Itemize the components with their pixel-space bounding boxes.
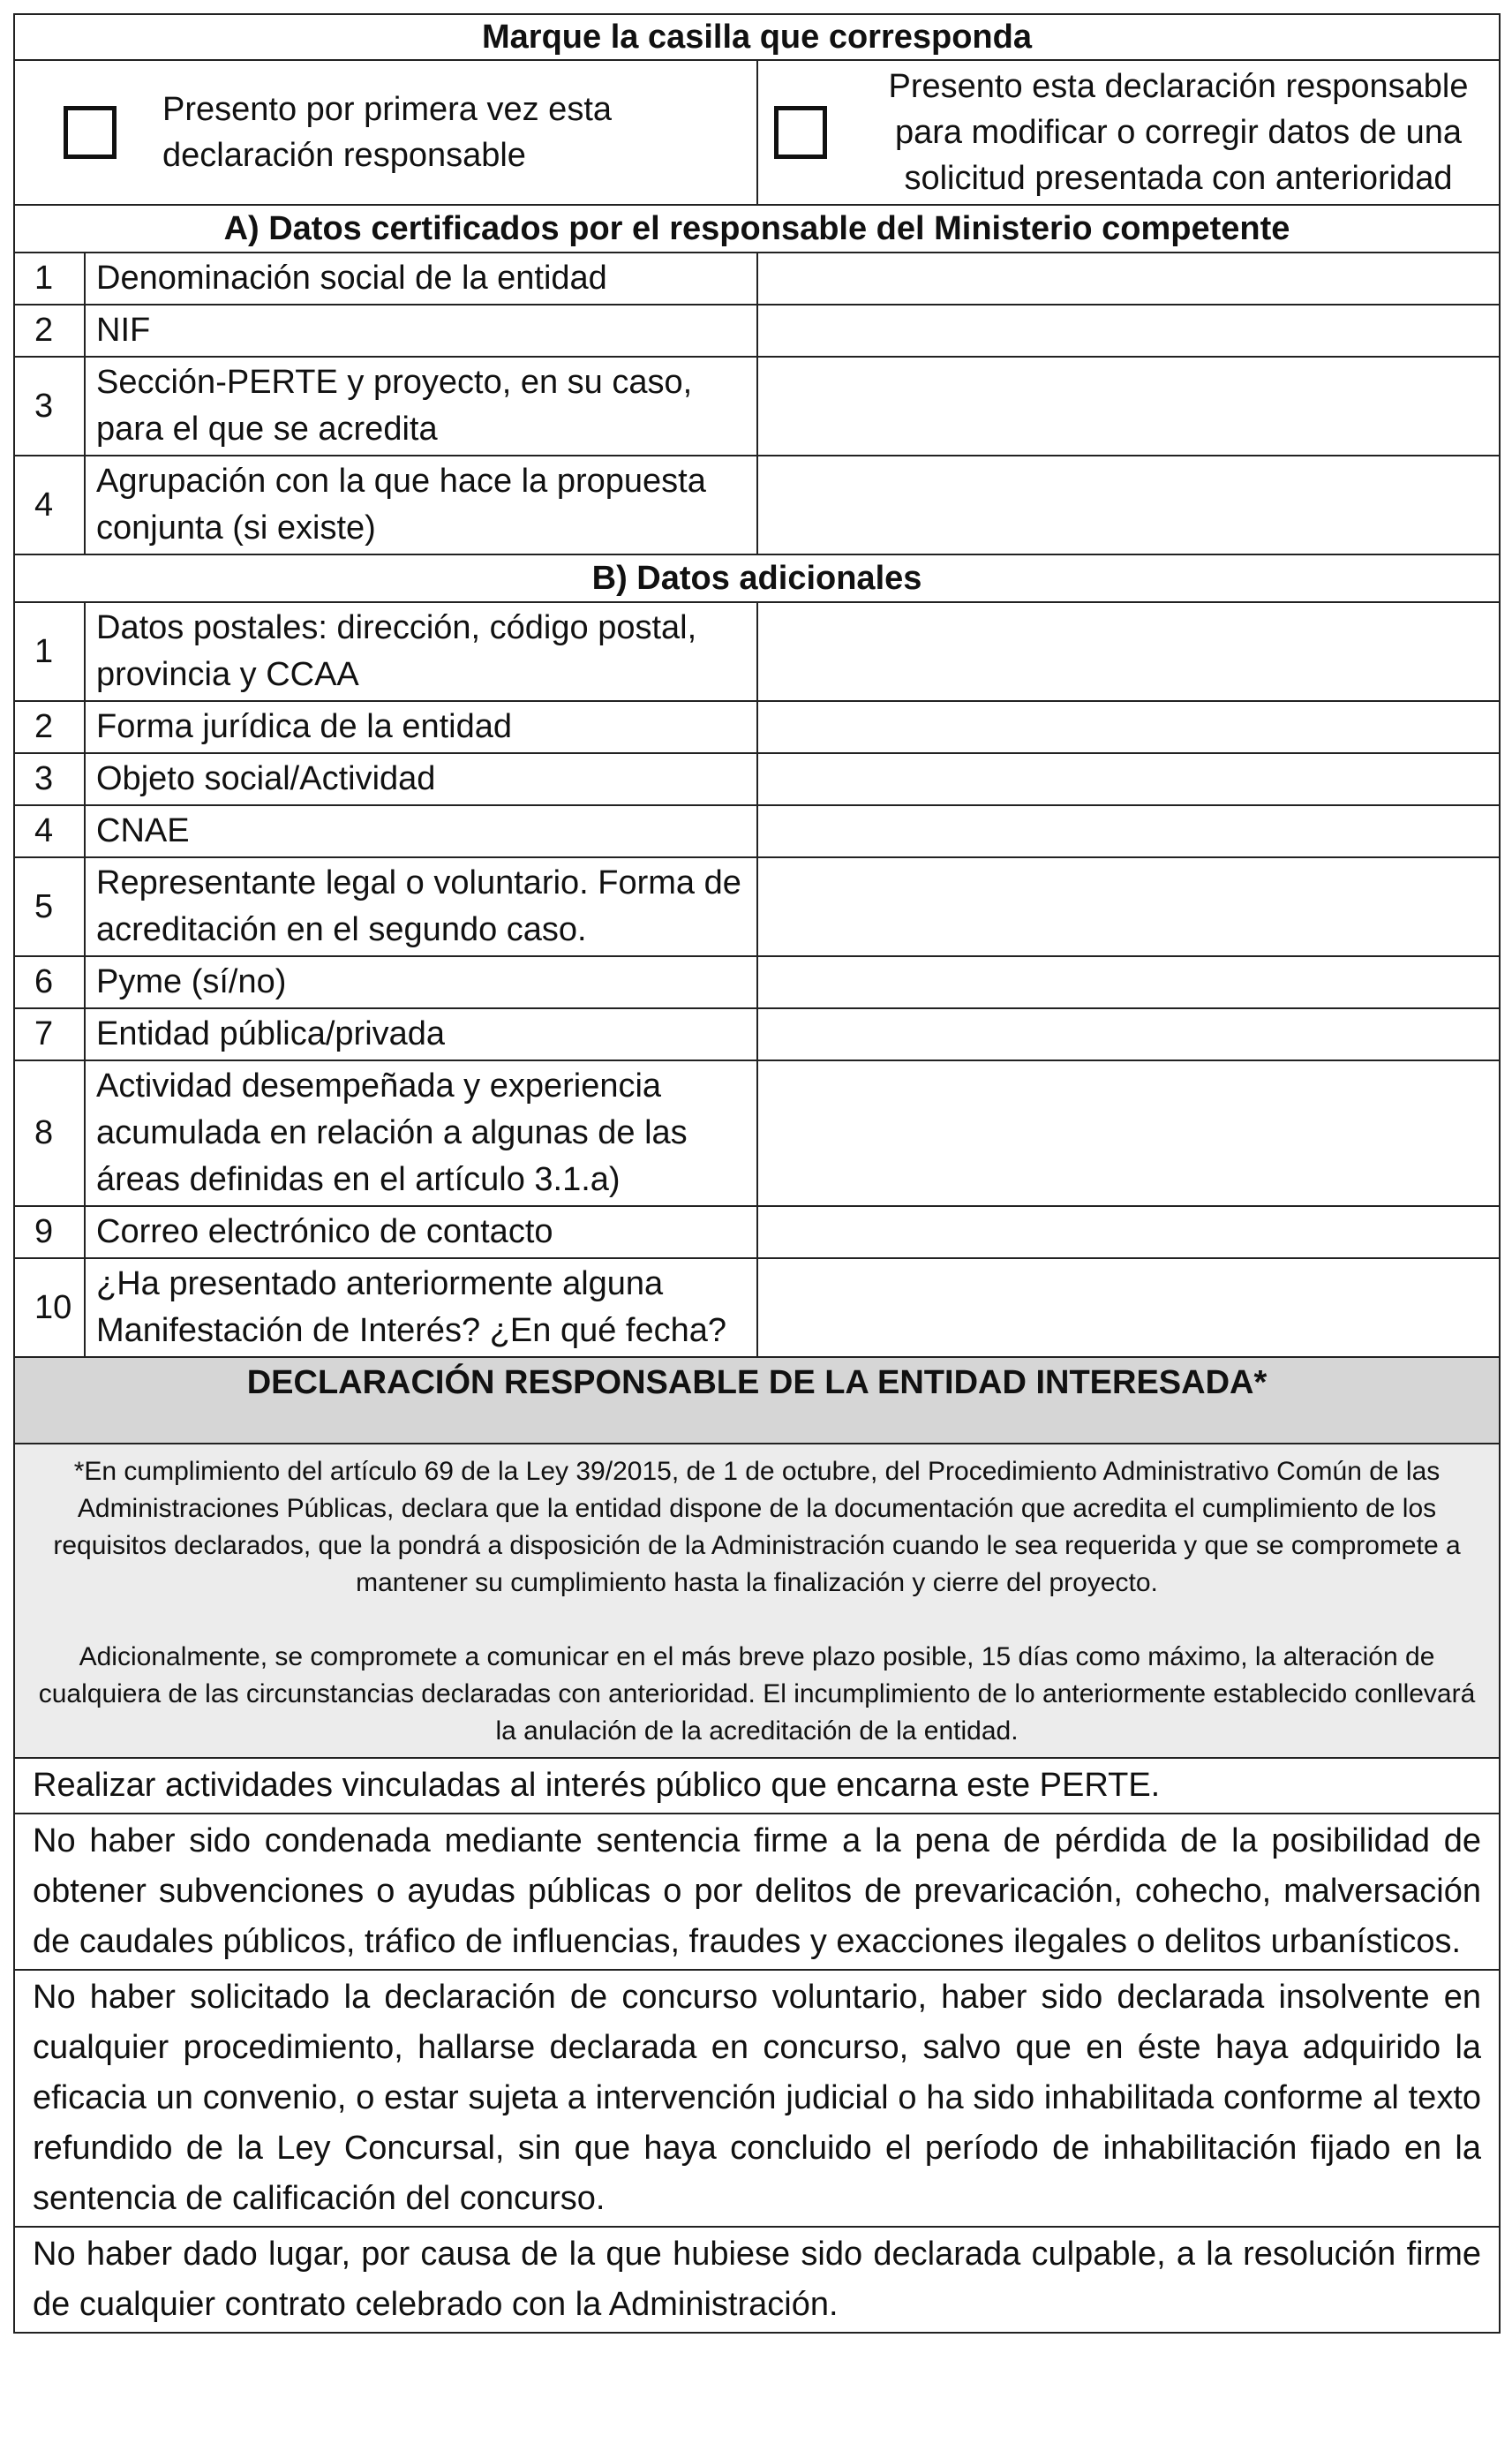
section-b-row-label: Forma jurídica de la entidad xyxy=(85,701,757,753)
section-b-row xyxy=(14,1258,1500,1357)
section-b-row-number: 9 xyxy=(14,1206,85,1258)
choice-row xyxy=(14,60,1500,205)
section-b-row xyxy=(14,956,1500,1008)
section-a-row-number: 1 xyxy=(14,253,85,305)
choice-first-time[interactable] xyxy=(14,60,757,205)
section-b-row-label: CNAE xyxy=(85,805,757,857)
section-b-row-label: Datos postales: dirección, código postal, provincia y CCAA xyxy=(85,602,757,701)
section-b-row xyxy=(14,602,1500,701)
section-b-row-number: 5 xyxy=(14,857,85,956)
section-a-row-value-field[interactable] xyxy=(757,456,1500,554)
section-a-row xyxy=(14,253,1500,305)
section-a-row xyxy=(14,456,1500,554)
section-b-title: B) Datos adicionales xyxy=(14,554,1500,602)
section-b-row xyxy=(14,1060,1500,1206)
choice-modify[interactable] xyxy=(757,60,1500,205)
section-b-row-value-field[interactable] xyxy=(757,857,1500,956)
section-a-title: A) Datos certificados por el responsable del Ministerio competente xyxy=(14,205,1500,253)
section-b-row-label: Representante legal o voluntario. Forma de acreditación en el segundo caso. xyxy=(85,857,757,956)
section-a-rows xyxy=(14,253,1500,554)
section-a-row-number: 3 xyxy=(14,357,85,456)
section-a-row-label: Agrupación con la que hace la propuesta conjunta (si existe) xyxy=(85,456,757,554)
statement-text: No haber dado lugar, por causa de la que hubiese sido declarada culpable, a la resolución firme de cualquier contrato celebrado con la Administración. xyxy=(14,2227,1500,2333)
section-a-row-number: 2 xyxy=(14,305,85,357)
section-b-row-value-field[interactable] xyxy=(757,956,1500,1008)
section-b-row-label: Objeto social/Actividad xyxy=(85,753,757,805)
section-b-row-value-field[interactable] xyxy=(757,805,1500,857)
section-b-row-number: 6 xyxy=(14,956,85,1008)
first-time-checkbox[interactable] xyxy=(64,106,117,159)
section-a-row-value-field[interactable] xyxy=(757,305,1500,357)
section-b-row-value-field[interactable] xyxy=(757,1258,1500,1357)
section-b-row-value-field[interactable] xyxy=(757,602,1500,701)
section-b-row xyxy=(14,1206,1500,1258)
declaration-form xyxy=(13,13,1499,2334)
statements xyxy=(14,1758,1500,2333)
section-b-rows xyxy=(14,602,1500,1357)
statement-row xyxy=(14,1758,1500,1814)
form-table xyxy=(13,13,1501,2334)
section-b-row-label: ¿Ha presentado anteriormente alguna Manifestación de Interés? ¿En qué fecha? xyxy=(85,1258,757,1357)
statement-row xyxy=(14,1814,1500,1970)
section-b-row xyxy=(14,857,1500,956)
section-b-row-label: Actividad desempeñada y experiencia acumulada en relación a algunas de las áreas definidas en el artículo 3.1.a) xyxy=(85,1060,757,1206)
section-b-row-value-field[interactable] xyxy=(757,1206,1500,1258)
declaration-title: DECLARACIÓN RESPONSABLE DE LA ENTIDAD INTERESADA* xyxy=(14,1357,1500,1444)
section-b-row xyxy=(14,701,1500,753)
section-b-row-number: 10 xyxy=(14,1258,85,1357)
section-b-row-value-field[interactable] xyxy=(757,753,1500,805)
section-b-row xyxy=(14,753,1500,805)
form-header-title: Marque la casilla que corresponda xyxy=(14,14,1500,60)
section-a-row xyxy=(14,357,1500,456)
statement-text: Realizar actividades vinculadas al interés público que encarna este PERTE. xyxy=(14,1758,1500,1814)
section-a-row-value-field[interactable] xyxy=(757,357,1500,456)
section-b-row-label: Pyme (sí/no) xyxy=(85,956,757,1008)
section-a-row-value-field[interactable] xyxy=(757,253,1500,305)
section-b-row-value-field[interactable] xyxy=(757,1060,1500,1206)
section-a-row xyxy=(14,305,1500,357)
section-b-row-number: 4 xyxy=(14,805,85,857)
section-b-row-label: Entidad pública/privada xyxy=(85,1008,757,1060)
section-b-row-number: 2 xyxy=(14,701,85,753)
section-b-row-number: 8 xyxy=(14,1060,85,1206)
section-a-row-number: 4 xyxy=(14,456,85,554)
section-b-row-value-field[interactable] xyxy=(757,701,1500,753)
section-a-row-label: Denominación social de la entidad xyxy=(85,253,757,305)
section-b-row-label: Correo electrónico de contacto xyxy=(85,1206,757,1258)
statement-text: No haber sido condenada mediante sentencia firme a la pena de pérdida de la posibilidad de obtener subvenciones o ayudas públicas o por delitos de prevaricación, cohecho, malversación de caudales públicos, tráfico de influencias, fraudes y exacciones ilegales o delitos urbanísticos. xyxy=(14,1814,1500,1970)
declaration-text xyxy=(14,1444,1500,1758)
declaration-paragraph-2: Adicionalmente, se compromete a comunicar en el más breve plazo posible, 15 días como máximo, la alteración de cualquiera de las circunstancias declaradas con anterioridad. El incumplimiento de lo anteriormente establecido conllevará la anulación de la acreditación de la entidad. xyxy=(38,1642,1476,1746)
section-b-row-number: 7 xyxy=(14,1008,85,1060)
first-time-label: Presento por primera vez esta declaración responsable xyxy=(162,91,613,174)
statement-row xyxy=(14,1970,1500,2227)
section-b-row xyxy=(14,805,1500,857)
section-b-row xyxy=(14,1008,1500,1060)
statement-row xyxy=(14,2227,1500,2333)
declaration-paragraph-1: *En cumplimiento del artículo 69 de la Ley 39/2015, de 1 de octubre, del Procedimiento Administrativo Común de las Administraciones Públicas, declara que la entidad dispone de la documentación que acredita el cumplimiento de los requisitos declarados, que la pondrá a disposición de la Administración cuando le sea requerida y que se compromete a mantener su cumplimiento hasta la finalización y cierre del proyecto. xyxy=(53,1457,1461,1597)
section-b-row-number: 3 xyxy=(14,753,85,805)
statement-text: No haber solicitado la declaración de concurso voluntario, haber sido declarada insolvente en cualquier procedimiento, hallarse declarada en concurso, salvo que en éste haya adquirido la eficacia un convenio, o estar sujeta a intervención judicial o ha sido inhabilitada conforme al texto refundido de la Ley Concursal, sin que haya concluido el período de inhabilitación fijado en la sentencia de calificación del concurso. xyxy=(14,1970,1500,2227)
section-a-row-label: NIF xyxy=(85,305,757,357)
section-a-row-label: Sección-PERTE y proyecto, en su caso, para el que se acredita xyxy=(85,357,757,456)
section-b-row-number: 1 xyxy=(14,602,85,701)
modify-label: Presento esta declaración responsable para modificar o corregir datos de una solicitud presentada con anterioridad xyxy=(888,68,1469,197)
modify-checkbox[interactable] xyxy=(774,106,827,159)
section-b-row-value-field[interactable] xyxy=(757,1008,1500,1060)
